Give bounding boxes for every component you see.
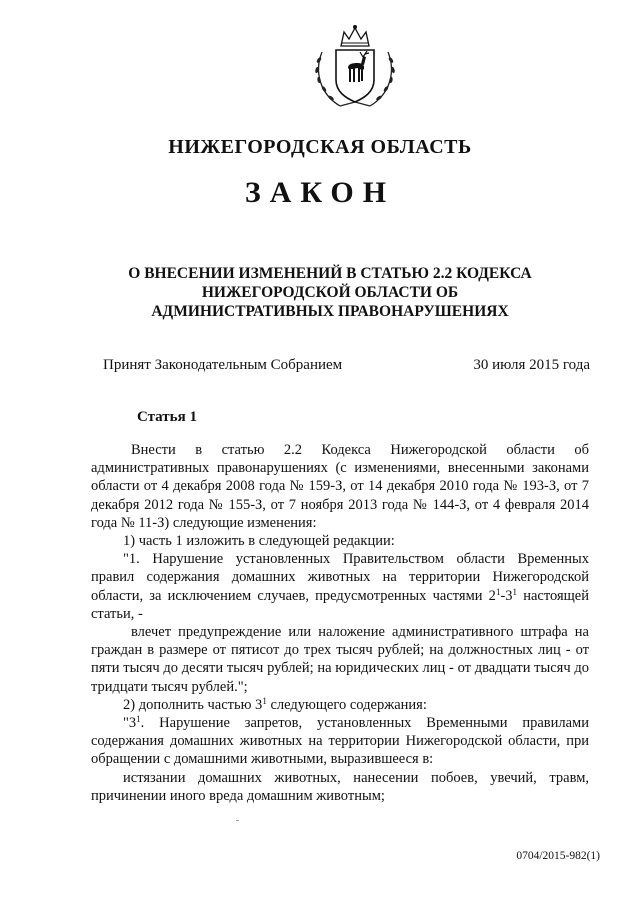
part-3-1-text [91, 714, 589, 769]
part-3-text-b: . Нарушение запретов, установленных Временными правилами содержания домашних животных на территории Нижегородской области, при обращении с домашними животными, выразившееся в: [91, 715, 589, 768]
item-2-text-a: 2) дополнить частью 3 [123, 696, 263, 713]
article-heading: Статья 1 [137, 409, 197, 425]
amendment-item-1: 1) часть 1 изложить в следующей редакции: [123, 533, 395, 550]
part-1-text-a: "1. Нарушение установленных Правительством области Временных правил содержания домашних животных на территории Нижегородской области, за исключением случаев, предусмотренных частями 2 [91, 551, 589, 604]
part-1-sup-2: 1 [512, 586, 518, 597]
document-number: 0704/2015-982(1) [516, 850, 600, 862]
part-3-sup: 1 [136, 714, 141, 725]
part-3-text-a: "3 [123, 715, 137, 732]
region-name: НИЖЕГОРОДСКАЯ ОБЛАСТЬ [168, 136, 472, 158]
item-2-sup: 1 [262, 695, 267, 706]
adoption-date: 30 июля 2015 года [473, 357, 590, 373]
cruelty-clause: истязании домашних животных, нанесении побоев, увечий, травм, причинении иного вреда домашним животным; [91, 769, 589, 804]
article-body [91, 441, 589, 805]
penalty-text: влечет предупреждение или наложение административного штрафа на граждан в размере от пятисот до трех тысяч рублей; на должностных лиц - от пяти тысяч до десяти тысяч рублей; на юридических лиц - от двадцати тысяч до тридцати тысяч рублей."; [91, 624, 589, 695]
part-1-text [91, 550, 589, 623]
article-intro: Внести в статью 2.2 Кодекса Нижегородской области об административных правонарушениях (с изменениями, внесенными законами области от 4 декабря 2008 года № 159-З, от 14 декабря 2010 года № 193-З, от 7 декабря 2012 года № 155-З, от 7 ноября 2013 года № 144-З, от 4 февраля 2014 года № 11-З) следующие изменения: [91, 442, 589, 531]
law-title: О ВНЕСЕНИИ ИЗМЕНЕНИЙ В СТАТЬЮ 2.2 КОДЕКСА НИЖЕГОРОДСКОЙ ОБЛАСТИ ОБ АДМИНИСТРАТИВНЫХ ПРАВОНАРУШЕНИЯХ [128, 265, 532, 320]
adopted-by: Принят Законодательным Собранием [103, 357, 343, 373]
part-1-dash: -3 [500, 587, 513, 604]
part-1-text-b: настоящей статьи, - [91, 587, 589, 622]
item-2-text-b: следующего содержания: [266, 696, 427, 713]
scan-speck [236, 820, 239, 821]
amendment-item-2 [91, 696, 589, 714]
coat-of-arms-icon [308, 22, 402, 114]
document-type: ЗАКОН [244, 176, 396, 209]
part-1-sup-1: 1 [495, 586, 501, 597]
